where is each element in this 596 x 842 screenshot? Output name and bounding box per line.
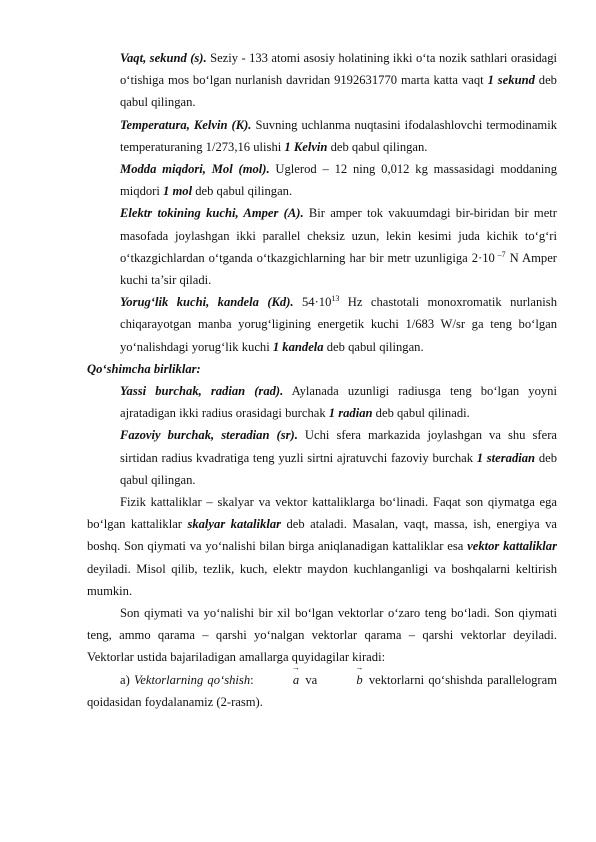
- addition-and: va: [301, 672, 322, 687]
- term-radian: Yassi burchak, radian (rad).: [120, 384, 284, 399]
- quantities-text-2: deb ataladi. Masalan, vaqt, massa, ish, energiya va boshq. Son qiymati va yo‘nalishi bilan birga aniqlanadigan kattaliklar esa: [87, 517, 558, 554]
- unit-second: 1 sekund: [487, 73, 535, 88]
- mole-text-2: deb qabul qilingan.: [192, 184, 293, 199]
- candela-text-3: deb qabul qilingan.: [323, 339, 424, 354]
- term-candela: Yorug‘lik kuchi, kandela (Kd).: [120, 295, 294, 310]
- candela-text-1: 54·10: [293, 295, 332, 310]
- paragraph-radian-definition: [87, 380, 557, 424]
- second-text-2: deb qabul qilingan.: [120, 73, 557, 110]
- unit-steradian: 1 steradian: [476, 450, 536, 465]
- paragraph-second-definition: [87, 47, 557, 114]
- paragraph-steradian-definition: [87, 424, 557, 491]
- paragraph-candela-definition: [87, 291, 557, 358]
- addition-prefix: a): [120, 672, 134, 687]
- paragraph-kelvin-definition: [87, 114, 557, 158]
- vector-a-symbol: → a: [258, 669, 301, 691]
- ampere-text-2: N Amper kuchi ta’sir qiladi.: [120, 250, 558, 288]
- term-vector-quantities: vektor kattaliklar: [467, 539, 558, 554]
- radian-text-2: deb qabul qilinadi.: [372, 406, 470, 421]
- addition-colon: :: [250, 672, 258, 687]
- candela-exponent: 13: [331, 294, 340, 304]
- supplementary-units-heading: Qo‘shimcha birliklar:: [87, 361, 201, 376]
- paragraph-scalar-vector-quantities: [87, 491, 557, 602]
- mole-text-1: Uglerod – 12 ning 0,012 kg massasidagi moddaning miqdori: [120, 162, 557, 199]
- quantities-text-3: deyiladi. Misol qilib, tezlik, kuch, elektr maydon kuchlanganligi va boshqalarni keltirish mumkin.: [87, 561, 557, 598]
- term-mole: Modda miqdori, Mol (mol).: [120, 162, 270, 177]
- paragraph-ampere-definition: [87, 202, 557, 291]
- quantities-text-1: Fizik kattaliklar – skalyar va vektor kattaliklarga bo‘linadi. Faqat son qiymatga ega bo‘lgan kattaliklar: [87, 495, 557, 532]
- unit-kelvin: 1 Kelvin: [284, 139, 328, 154]
- second-text-1: Seziy - 133 atomi asosiy holatining ikki o‘ta nozik sathlari orasidagi o‘tishiga mos bo‘lgan nurlanish davridan 9192631770 marta katta vaqt: [120, 51, 558, 88]
- document-page: [87, 47, 557, 713]
- vector-b-symbol: → b: [321, 669, 364, 691]
- term-scalar-quantities: skalyar kataliklar: [187, 517, 282, 532]
- term-kelvin: Temperatura, Kelvin (K).: [120, 117, 252, 132]
- paragraph-equal-opposite-vectors: Son qiymati va yo‘nalishi bir xil bo‘lgan vektorlar o‘zaro teng bo‘ladi. Son qiymati teng, ammo qarama – qarshi yo‘nalgan vektorlar qarama – qarshi vektorlar deyiladi. Vektorlar ustida bajariladigan amallarga quyidagilar kiradi:: [87, 606, 557, 665]
- radian-text-1: Aylanada uzunligi radiusga teng bo‘lgan yoyni ajratadigan ikki radius orasidagi burchak: [120, 384, 557, 421]
- addition-label: Vektorlarning qo‘shish: [133, 672, 251, 687]
- addition-text: vektorlarni qo‘shishda parallelogram qoidasidan foydalanamiz (2-rasm).: [87, 672, 558, 709]
- steradian-text-2: deb qabul qilingan.: [120, 450, 557, 487]
- term-ampere: Elektr tokining kuchi, Amper (A).: [120, 206, 304, 221]
- kelvin-text-1: Suvning uchlanma nuqtasini ifodalashlovchi termodinamik temperaturaning 1/273,16 ulishi: [120, 117, 557, 154]
- paragraph-vector-addition: [87, 669, 557, 713]
- candela-text-2: Hz chastotali monoxromatik nurlanish chiqarayotgan manba yorug‘ligining energetik kuchi 1/683 W/sr ga teng bo‘lgan yo‘nalishdagi yorug‘lik kuchi: [120, 295, 557, 354]
- unit-mole: 1 mol: [163, 184, 193, 199]
- unit-candela: 1 kandela: [272, 339, 324, 354]
- term-second: Vaqt, sekund (s).: [120, 51, 207, 65]
- term-steradian: Fazoviy burchak, steradian (sr).: [120, 428, 298, 443]
- unit-radian: 1 radian: [328, 406, 373, 421]
- ampere-text-1: Bir amper tok vakuumdagi bir-biridan bir metr masofada joylashgan ikki parallel cheksiz uzun, lekin kesimi juda kichik to‘g‘ri o‘tkazgichlardan o‘tganda o‘tkazgichlarning har bir metr uzunligiga 2·10: [120, 206, 557, 265]
- kelvin-text-2: deb qabul qilingan.: [327, 139, 428, 154]
- paragraph-mole-definition: [87, 158, 557, 202]
- steradian-text-1: Uchi sfera markazida joylashgan va shu sfera sirtidan radius kvadratiga teng yuzli sirtni ajratuvchi fazoviy burchak: [120, 428, 557, 465]
- ampere-exponent: –7: [494, 249, 506, 259]
